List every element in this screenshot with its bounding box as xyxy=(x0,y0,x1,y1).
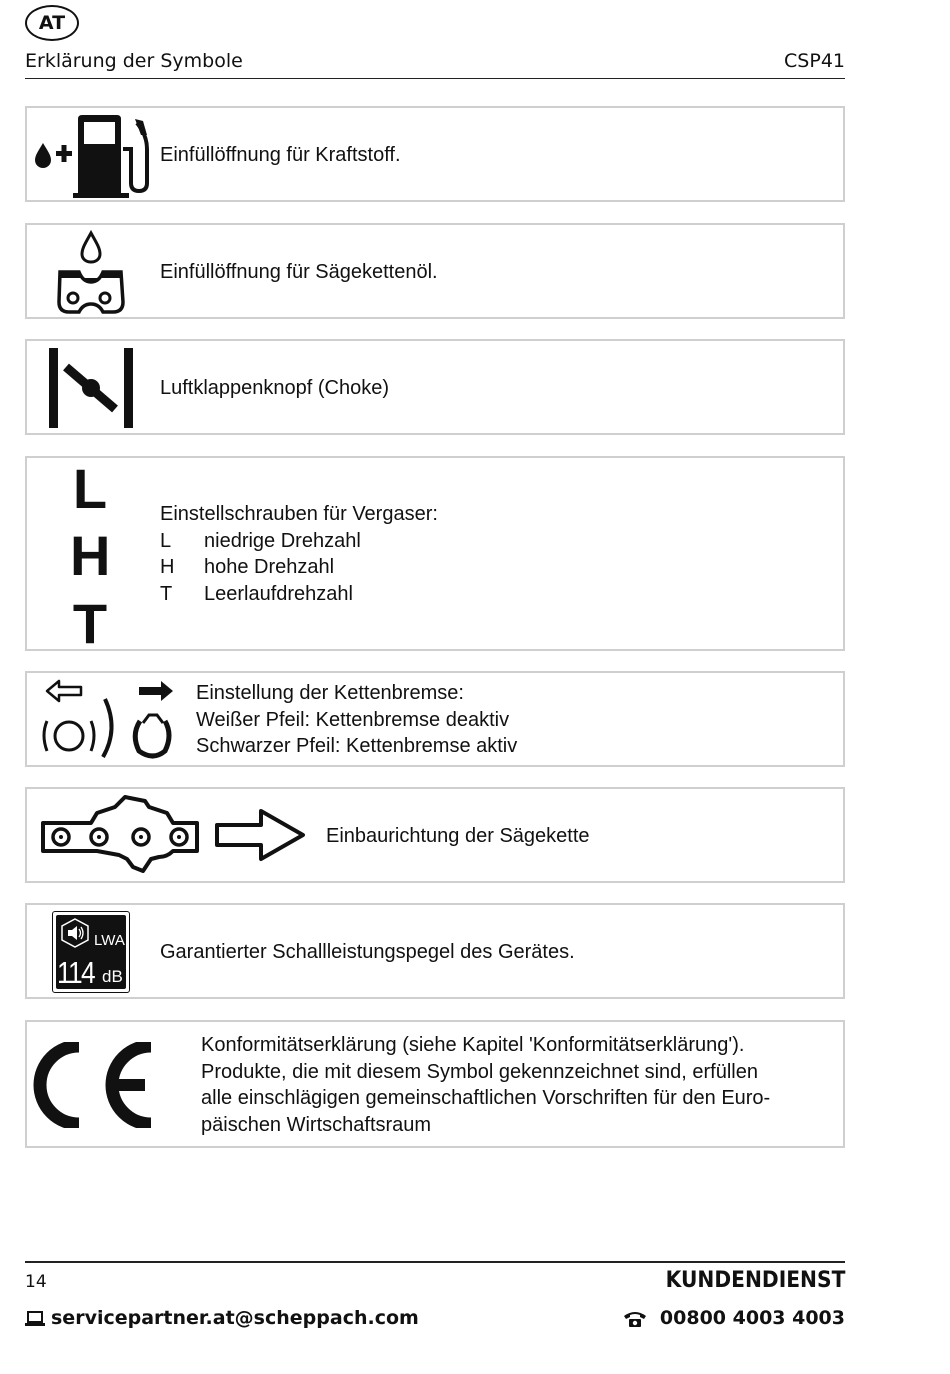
laptop-icon xyxy=(25,1311,45,1327)
phone-icon xyxy=(622,1310,648,1328)
list-item: L niedrige Drehzahl xyxy=(160,529,361,552)
model-name: CSP41 xyxy=(784,50,845,72)
symbol-row-ce xyxy=(25,1020,845,1148)
fuel-filler-icon xyxy=(31,113,157,199)
symbol-row-carburetor xyxy=(25,456,845,655)
service-email[interactable] xyxy=(25,1307,419,1329)
service-phone-text[interactable]: 00800 4003 4003 xyxy=(659,1307,845,1329)
symbol-row-chain-direction xyxy=(25,787,845,883)
symbol-row-chain-oil xyxy=(25,223,845,319)
symbol-text: Einfüllöffnung für Kraftstoff. xyxy=(160,144,401,166)
service-email-text[interactable]: servicepartner.at@scheppach.com xyxy=(51,1307,419,1329)
symbol-row-choke xyxy=(25,339,845,435)
letter-h: H xyxy=(70,524,111,587)
symbol-text: Luftklappenknopf (Choke) xyxy=(160,377,390,399)
speaker-icon xyxy=(60,918,90,948)
symbol-text: Garantierter Schallleistungspegel des Gerätes. xyxy=(160,941,575,963)
letter-t: T xyxy=(72,592,108,655)
page-number: 14 xyxy=(25,1272,47,1292)
ce-mark-icon xyxy=(33,1042,153,1128)
service-title: KUNDENDIENST xyxy=(665,1268,845,1293)
symbol-row-fuel xyxy=(25,106,845,202)
header-divider xyxy=(25,78,845,79)
chain-oil-filler-icon xyxy=(55,230,127,316)
letter-l: L xyxy=(72,457,108,520)
carburetor-heading: Einstellschrauben für Vergaser: xyxy=(160,503,438,525)
list-item: T Leerlaufdrehzahl xyxy=(160,582,353,605)
symbol-text: Einstellung der Kettenbremse: Weißer Pfeil: Kettenbremse deaktiv Schwarzer Pfeil: Kettenbremse aktiv xyxy=(196,682,518,757)
service-phone[interactable] xyxy=(622,1307,845,1329)
page-title: Erklärung der Symbole xyxy=(25,50,243,72)
chain-brake-icon xyxy=(39,677,179,763)
symbol-text: Einbaurichtung der Sägekette xyxy=(326,825,590,847)
lwa-label: LWA xyxy=(94,932,125,949)
country-badge: AT xyxy=(25,5,79,41)
lwa-unit: dB xyxy=(102,967,123,986)
symbol-text: Einfüllöffnung für Sägekettenöl. xyxy=(160,261,438,283)
symbol-row-chain-brake xyxy=(25,671,845,767)
symbol-text: Konformitätserklärung (siehe Kapitel 'Konformitätserklärung'). Produkte, die mit diesem Symbol gekennzeichnet sind, erfüllen alle einschlägigen gemeinschaftlichen Vorschriften für den Euro- päischen Wirtschaftsraum xyxy=(201,1034,771,1136)
symbol-text xyxy=(160,501,438,607)
symbol-row-sound-power xyxy=(25,903,845,999)
lwa-value: 114 xyxy=(57,955,94,990)
footer-divider xyxy=(25,1261,845,1263)
sound-power-label-icon xyxy=(52,911,130,993)
list-item: H hohe Drehzahl xyxy=(160,556,335,578)
chain-direction-icon xyxy=(39,793,311,879)
choke-icon xyxy=(43,345,139,431)
